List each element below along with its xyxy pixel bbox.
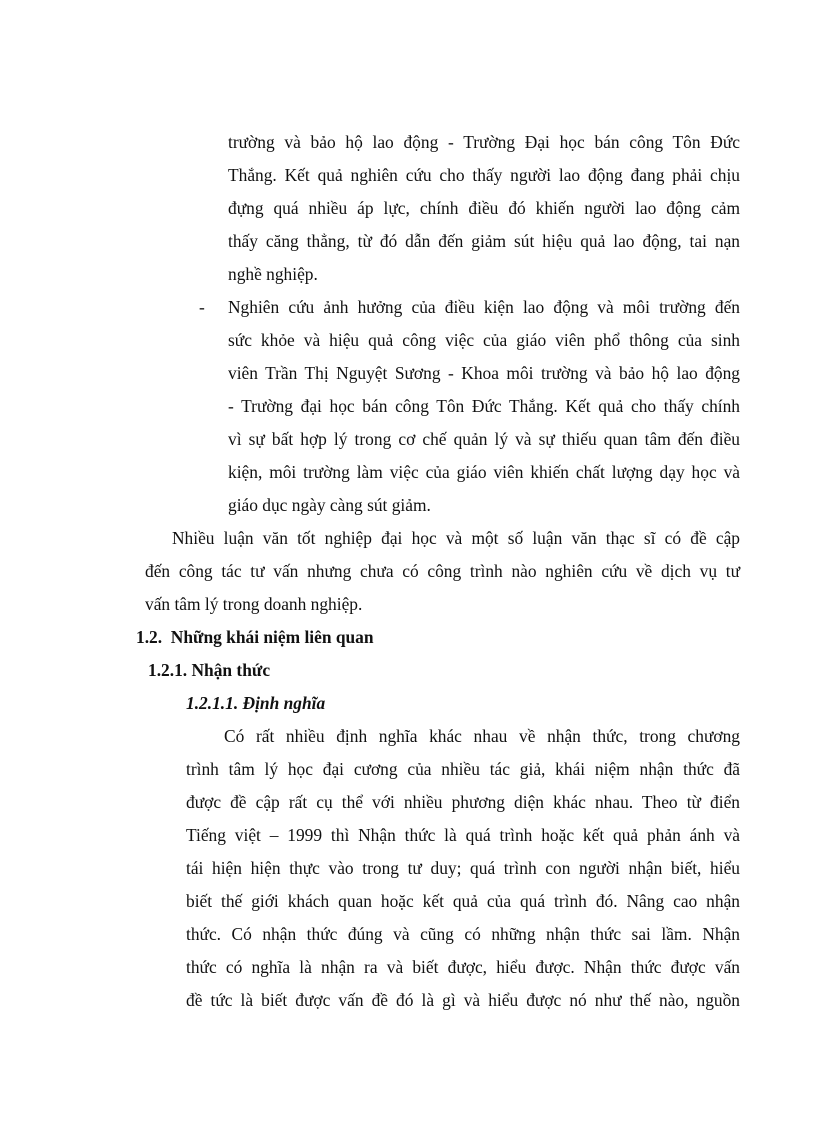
body-text-line: Thắng. Kết quả nghiên cứu cho thấy người lao động đang phải chịu: [228, 165, 740, 185]
list-item-line: giáo dục ngày càng sút giảm.: [228, 495, 431, 515]
subsection-heading: 1.2.1. Nhận thức: [148, 660, 271, 680]
list-item-line: viên Trần Thị Nguyệt Sương - Khoa môi trường và bảo hộ lao động: [228, 363, 740, 383]
paragraph-line: vấn tâm lý trong doanh nghiệp.: [145, 594, 363, 614]
paragraph-line: trình tâm lý học đại cương của nhiều tác giả, khái niệm nhận thức đã: [186, 759, 740, 779]
body-text-line: thấy căng thẳng, từ đó dẫn đến giảm sút hiệu quả lao động, tai nạn: [228, 231, 740, 251]
paragraph-line: Có rất nhiều định nghĩa khác nhau về nhận thức, trong chương: [224, 726, 740, 746]
paragraph-line: tái hiện hiện thực vào trong tư duy; quá trình con người nhận biết, hiểu: [186, 858, 740, 878]
section-heading: 1.2. Những khái niệm liên quan: [136, 627, 374, 647]
subsubsection-heading: 1.2.1.1. Định nghĩa: [186, 693, 326, 713]
list-bullet: -: [199, 297, 205, 317]
paragraph-line: được đề cập rất cụ thể với nhiều phương diện khác nhau. Theo từ điển: [186, 792, 740, 812]
list-item-line: vì sự bất hợp lý trong cơ chế quản lý và sự thiếu quan tâm đến điều: [228, 429, 740, 449]
paragraph-line: thức có nghĩa là nhận ra và biết được, hiểu được. Nhận thức được vấn: [186, 957, 740, 977]
body-text-line: nghề nghiệp.: [228, 264, 318, 284]
paragraph-line: đề tức là biết được vấn đề đó là gì và hiểu được nó như thế nào, nguồn: [186, 990, 740, 1010]
paragraph-line: biết thế giới khách quan hoặc kết quả của quá trình đó. Nâng cao nhận: [186, 891, 740, 911]
list-item-line: sức khỏe và hiệu quả công việc của giáo viên phổ thông của sinh: [228, 330, 740, 350]
paragraph-line: đến công tác tư vấn nhưng chưa có công trình nào nghiên cứu về dịch vụ tư: [145, 561, 740, 581]
list-item-line: Nghiên cứu ảnh hưởng của điều kiện lao động và môi trường đến: [228, 297, 740, 317]
paragraph-line: thức. Có nhận thức đúng và cũng có những nhận thức sai lầm. Nhận: [186, 924, 740, 944]
list-item-line: - Trường đại học bán công Tôn Đức Thắng. Kết quả cho thấy chính: [228, 396, 740, 416]
body-text-line: trường và bảo hộ lao động - Trường Đại học bán công Tôn Đức: [228, 132, 740, 152]
list-item-line: kiện, môi trường làm việc của giáo viên khiến chất lượng dạy học và: [228, 462, 740, 482]
paragraph-line: Nhiều luận văn tốt nghiệp đại học và một số luận văn thạc sĩ có đề cập: [172, 528, 740, 548]
body-text-line: đựng quá nhiều áp lực, chính điều đó khiến người lao động cảm: [228, 198, 740, 218]
paragraph-line: Tiếng việt – 1999 thì Nhận thức là quá trình hoặc kết quả phản ánh và: [186, 825, 740, 845]
